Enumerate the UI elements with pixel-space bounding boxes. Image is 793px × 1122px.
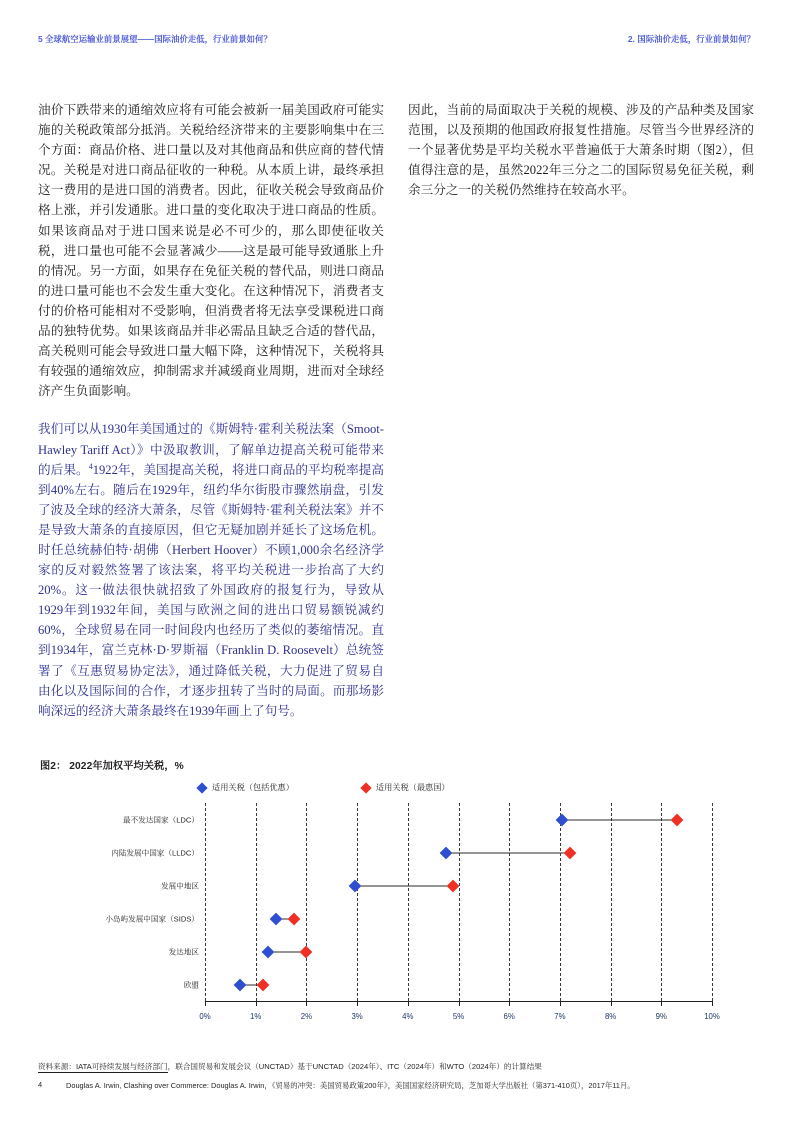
data-point-red-0: [670, 813, 683, 826]
x-tick-1: [256, 1001, 257, 1006]
data-point-red-5: [257, 978, 270, 991]
x-axis-label-10: 10%: [704, 1012, 720, 1021]
x-tick-8: [611, 1001, 612, 1006]
category-label-0: 最不发达国家（LDC）: [123, 815, 199, 824]
left-paragraph-2: [38, 419, 384, 720]
x-axis-label-5: 5%: [452, 1012, 465, 1021]
footnote-row: [38, 1080, 755, 1092]
chart-category-labels: [38, 803, 205, 1001]
chart-legend: [38, 782, 755, 793]
chart-canvas: [199, 803, 720, 1021]
gridline-0: [205, 803, 206, 1001]
category-label-5: 欧盟: [183, 980, 199, 989]
connector-line-0: [562, 819, 676, 820]
data-point-blue-3: [270, 912, 283, 925]
footnote-rule: [38, 1072, 168, 1073]
connector-line-2: [355, 885, 454, 886]
x-axis-label-3: 3%: [351, 1012, 363, 1021]
category-label-2: 发展中地区: [161, 881, 199, 890]
body-columns: [38, 100, 755, 739]
gridline-6: [509, 803, 510, 1001]
data-point-red-1: [564, 846, 577, 859]
figure-2: [38, 757, 755, 1073]
x-axis-label-8: 8%: [604, 1012, 617, 1021]
left-column: [38, 100, 384, 739]
gridline-3: [357, 803, 358, 1001]
running-header: [0, 30, 793, 48]
right-column: [408, 100, 754, 739]
x-axis-label-1: 1%: [250, 1012, 262, 1021]
figure-title: 图2： 2022年加权平均关税，%: [40, 761, 184, 772]
legend-item-0: [198, 782, 294, 793]
footnote-text: Douglas A. Irwin, Clashing over Commerce: Douglas A. Irwin，《贸易的冲突：美国贸易政策200年》，美国国家经济研究局，芝加哥大学出版社（第371-410页），2017年11月。: [66, 1081, 635, 1090]
data-point-red-3: [287, 912, 300, 925]
legend-item-1: [362, 782, 450, 793]
x-axis-label-2: 2%: [300, 1012, 313, 1021]
right-paragraph-1: 因此，当前的局面取决于关税的规模、涉及的产品种类及国家范围，以及预期的他国政府报复性措施。尽管当今世界经济的一个显著优势是平均关税水平普遍低于大萧条时期（图2），但值得注意的是，虽然2022年三分之二的国际贸易免征关税，剩余三分之一的关税仍然维持在较高水平。: [408, 103, 754, 198]
data-point-blue-1: [439, 846, 452, 859]
x-axis-label-9: 9%: [655, 1012, 667, 1021]
gridline-8: [611, 803, 612, 1001]
left-paragraph-2-pre: 我们可以从1930年美国通过的《斯姆特·霍利关税法案（Smoot-Hawley Tariff Act）》中汲取教训，了解单边提高关税可能带来的后果。: [38, 422, 384, 477]
figure-source: 资料来源：IATA可持续发展与经济部门，联合国贸易和发展会议（UNCTAD）基于UNCTAD（2024年）、ITC（2024年）和WTO（2024年）的计算结果: [38, 1062, 542, 1071]
x-axis-label-6: 6%: [503, 1012, 515, 1021]
x-tick-10: [712, 1001, 713, 1006]
data-point-blue-4: [262, 945, 275, 958]
header-left-title: 5 全球航空运输业前景展望——国际油价走低，行业前景如何？: [38, 34, 272, 44]
data-point-blue-2: [348, 879, 361, 892]
category-label-4: 发达地区: [168, 947, 199, 956]
chart-plot-area: [38, 803, 755, 1031]
x-tick-3: [357, 1001, 358, 1006]
x-tick-6: [509, 1001, 510, 1006]
legend-label-0: 适用关税（包括优惠）: [212, 783, 294, 792]
gridline-2: [306, 803, 307, 1001]
diamond-red-icon: [360, 782, 371, 793]
footnote-number: 4: [38, 1080, 43, 1089]
x-tick-7: [560, 1001, 561, 1006]
data-point-red-4: [300, 945, 313, 958]
x-axis-label-4: 4%: [402, 1012, 414, 1021]
x-tick-4: [408, 1001, 409, 1006]
left-paragraph-2-post: 1922年，美国提高关税，将进口商品的平均税率提高到40%左右。随后在1929年，纽约华尔街股市骤然崩盘，引发了波及全球的经济大萧条，尽管《斯姆特·霍利关税法案》并不是导致大萧条的直接原因，但它无疑加剧并延长了这场危机。时任总统赫伯特·胡佛（Herbert Hoover）不顾1,000余名经济学家的反对毅然签署了该法案，将平均关税进一步抬高了大约20%。这一做法很快就招致了外国政府的报复行为，导致从1929年到1932年间，美国与欧洲之间的进出口贸易额锐减约60%，全球贸易在同一时间段内也经历了类似的萎缩情况。直到1934年，富兰克林·D·罗斯福（Franklin D. Roosevelt）总统签署了《互惠贸易协定法》，通过降低关税，大力促进了贸易自由化以及国际间的合作，才逐步扭转了当时的局面。而那场影响深远的经济大萧条最终在1939年画上了句号。: [38, 462, 385, 718]
x-tick-0: [205, 1001, 206, 1006]
footnote-block: [38, 1072, 755, 1092]
data-point-blue-5: [234, 978, 247, 991]
gridline-5: [459, 803, 460, 1001]
x-axis-label-0: 0%: [199, 1012, 211, 1021]
gridline-9: [661, 803, 662, 1001]
footnote-marker: 4: [88, 461, 93, 471]
category-label-1: 内陆发展中国家（LLDC）: [111, 848, 199, 857]
connector-line-1: [446, 852, 570, 853]
x-tick-9: [661, 1001, 662, 1006]
data-point-blue-0: [556, 813, 569, 826]
legend-label-1: 适用关税（最惠国）: [375, 783, 450, 792]
x-tick-2: [306, 1001, 307, 1006]
diamond-blue-icon: [196, 782, 207, 793]
x-axis-label-7: 7%: [554, 1012, 566, 1021]
left-paragraph-1: 油价下跌带来的通缩效应将有可能会被新一届美国政府可能实施的关税政策部分抵消。关税给经济带来的主要影响集中在三个方面：商品价格、进口量以及对其他商品和供应商的替代情况。关税是对进口商品征收的一种税。从本质上讲，最终承担这一费用的是进口国的消费者。因此，征收关税会导致商品价格上涨，并引发通胀。进口量的变化取决于进口商品的性质。如果该商品对于进口国来说是必不可少的，那么即使征收关税，进口量也可能不会显著减少——这是最可能导致通胀上升的情况。另一方面，如果存在免征关税的替代品，则进口商品的进口量可能也不会发生重大变化。在这种情况下，消费者支付的价格可能相对不受影响，但消费者将无法享受课税进口商品的独特优势。如果该商品并非必需品且缺乏合适的替代品，高关税则可能会导致进口量大幅下降，这种情况下，关税将具有较强的通缩效应，抑制需求并减缓商业周期，进而对全球经济产生负面影响。: [38, 103, 384, 399]
gridline-4: [408, 803, 409, 1001]
header-right-title: 2. 国际油价走低，行业前景如何？: [627, 34, 755, 44]
gridline-1: [256, 803, 257, 1001]
x-tick-5: [459, 1001, 460, 1006]
category-label-3: 小岛屿发展中国家（SIDS）: [105, 914, 199, 923]
gridline-7: [560, 803, 561, 1001]
gridline-10: [712, 803, 713, 1001]
